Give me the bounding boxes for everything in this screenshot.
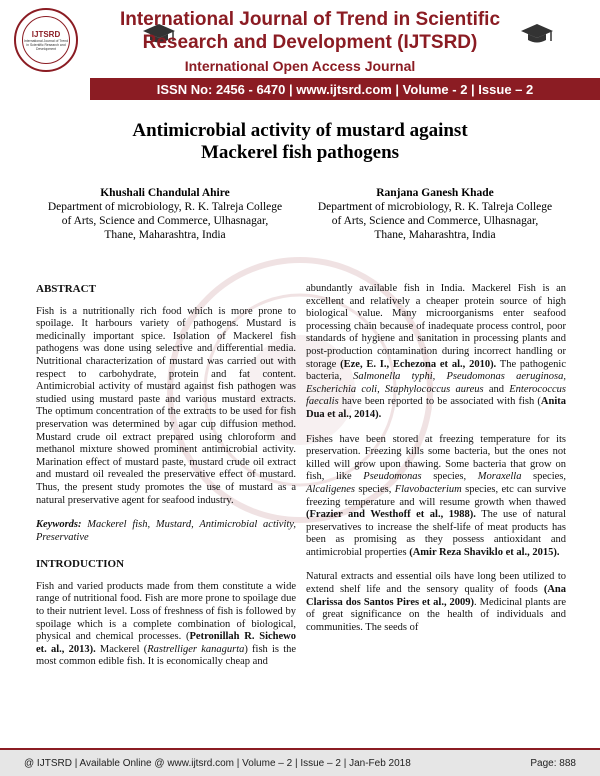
citation: Anita Dua et al., 2014).	[306, 396, 566, 420]
journal-title	[90, 8, 530, 54]
text-run: Fish and varied products made from them constitute a wide range of nutritional food. Fish are more prone to spoilage due to their nutrient level. Loss of freshness of fish is followed by spoilage which is a complete combination of biological, physical and chemical processes. (	[36, 580, 296, 643]
logo-subtext: International Journal of Trend in Scientific Research and Development	[23, 38, 69, 51]
citation: (Frazier and Westhoff et al., 1988).	[306, 509, 476, 521]
citation: (Ana Clarissa dos Santos Pires et al., 2009)	[306, 584, 566, 608]
text-run: Natural extracts and essential oils have long been utilized to extend shelf life and the sensory quality of foods	[306, 571, 566, 596]
text-run: species,	[421, 471, 478, 483]
text-run: have been reported to be associated with fish (	[338, 396, 541, 408]
text-run: ) fish is the most common edible fish. It is economically cheap and	[36, 643, 297, 668]
text-run: . Medicinal plants are of great significance on the health of individuals and communities. The seeds of	[306, 596, 567, 633]
journal-title-line1: International Journal of Trend in Scientific	[119, 9, 501, 30]
author-block-1	[30, 186, 300, 242]
citation: (Amir Reza Shaviklo et al., 2015).	[409, 546, 560, 558]
citation: (Eze, E. I., Echezona et al., 2010).	[340, 358, 497, 370]
intro-paragraph	[36, 581, 296, 669]
text-run: and	[483, 383, 510, 395]
page-footer	[0, 748, 600, 776]
journal-header	[0, 0, 600, 100]
body-paragraph	[306, 283, 566, 422]
species-name: Salmonella typhi, Pseudomonas aeruginosa, Escherichia coli, Staphylococcus aureus	[306, 371, 566, 395]
species-name: Flavobacterium	[394, 483, 462, 495]
paper-title	[0, 120, 600, 164]
species-name: Enterococcus faecalis	[306, 383, 566, 408]
keywords	[36, 519, 296, 544]
author-name: Ranjana Ganesh Khade	[376, 187, 494, 199]
text-run: The use of natural preservatives to increase the shelf-life of meat products has been as promising as they possess antioxidant and antimicrobial properties	[306, 509, 567, 558]
text-run: species,	[521, 471, 567, 483]
introduction-heading: INTRODUCTION	[36, 558, 125, 571]
left-column	[36, 283, 296, 677]
logo-text: IJTSRD	[31, 29, 61, 39]
author-affiliation: Thane, Maharashtra, India	[374, 229, 496, 241]
issn-line: ISSN No: 2456 - 6470 | www.ijtsrd.com | Volume - 2 | Issue – 2	[156, 81, 534, 97]
species-name: Alcaligenes	[306, 483, 355, 495]
author-name: Khushali Chandulal Ahire	[100, 187, 230, 199]
right-column	[306, 283, 566, 642]
author-affiliation: Department of microbiology, R. K. Talreja College	[47, 201, 283, 213]
species-name: Moraxella	[477, 471, 522, 483]
author-block-2	[300, 186, 570, 242]
author-affiliation: of Arts, Science and Commerce, Ulhasnagar,	[331, 215, 539, 227]
text-run: species, etc can survive freezing temperature and will resume growth when thawed	[306, 483, 566, 508]
text-run: Fishes have been stored at freezing temperature for its preservation. Freezing kills some bacteria, but the ones not killed will grow upon thawing. Some bacteria that grow on fish, like	[306, 433, 566, 483]
footer-info: @ IJTSRD | Available Online @ www.ijtsrd.com | Volume – 2 | Issue – 2 | Jan-Feb 2018	[24, 757, 411, 769]
page-number: Page: 888	[530, 757, 576, 769]
author-affiliation: Thane, Maharashtra, India	[104, 229, 226, 241]
keywords-text: Mackerel fish, Mustard, Antimicrobial activity, Preservative	[36, 519, 296, 543]
abstract-text: Fish is a nutritionally rich food which is more prone to spoilage. It harbours variety of pathogens. Mustard is medicinally important spice. Isolation of Mackerel fish pathogens was done using selective and differential media. Nutritional characterization of mustard was carried out with respect to carbohydrate, protein and fat content. Antimicrobial activity of mustard against fish pathogen was studied using mustard paste and various mustard extracts. The optimum concentration of the extracts to be used for fish preservation was determined by agar cup diffusion method. Mustard crude oil extract prepared using chloroform and methanol mixture showed prominent antimicrobial activity. Marination effect of mustard paste, mustard crude oil extract and mustard oil revealed the preservative effect of mustard. Thus, the present study promotes the use of mustard as a natural preservative agent for seafood industry.	[36, 305, 296, 506]
text-run: abundantly available fish in India. Mackerel Fish is an excellent and relatively a cheaper protein source of high biological value. Many microorganisms enter seafood processing chain because of inadequate process control, poor standards of hygiene and sanitation in processing plants and post-production contamination during incorrect handling or storage	[306, 283, 566, 370]
text-run: Mackerel (	[95, 643, 148, 655]
text-run: The pathogenic bacteria,	[306, 358, 566, 383]
body-paragraph	[306, 434, 566, 560]
author-affiliation: Department of microbiology, R. K. Talreja College	[317, 201, 553, 213]
author-affiliation: of Arts, Science and Commerce, Ulhasnagar,	[61, 215, 269, 227]
logo-seal	[22, 16, 70, 64]
text-run: species,	[354, 483, 395, 495]
species-name: Pseudomonas	[363, 471, 422, 483]
paper-title-line1: Antimicrobial activity of mustard against	[132, 120, 468, 141]
journal-title-line2: Research and Development (IJTSRD)	[142, 32, 478, 53]
open-access-label: International Open Access Journal	[184, 58, 416, 74]
abstract-heading: ABSTRACT	[36, 283, 96, 295]
issn-band	[90, 78, 600, 100]
species-name: Rastrelliger kanagurta	[147, 643, 245, 655]
citation: Petronillah R. Sichewo et. al., 2013).	[36, 631, 296, 655]
body-paragraph	[306, 571, 566, 634]
paper-title-line2: Mackerel fish pathogens	[200, 142, 400, 163]
keywords-label: Keywords:	[36, 519, 82, 531]
